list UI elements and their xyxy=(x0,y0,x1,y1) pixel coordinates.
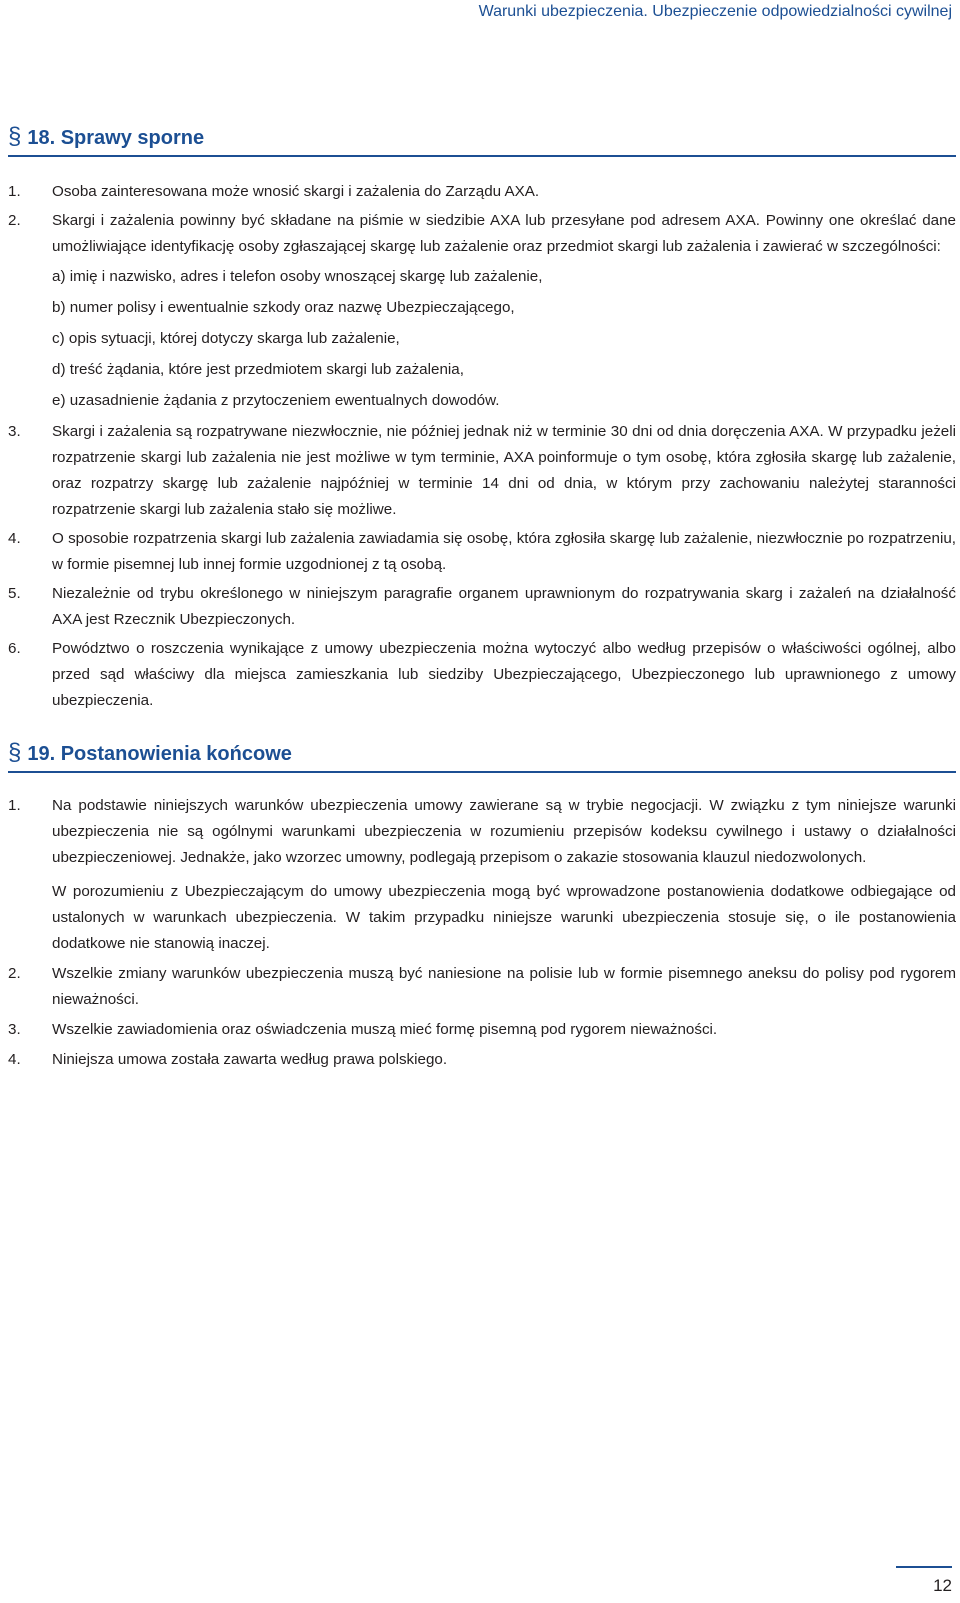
item-text: Na podstawie niniejszych warunków ubezpieczenia umowy zawierane są w trybie negocjacji. W związku z tym niniejsze warunki ubezpieczenia nie są ogólnymi warunkami ubezpieczenia w rozumieniu przepisów kodeksu cywilnego i ustawy o działalności ubezpieczeniowej. Jednakże, jako wzorzec umowny, podlegają przepisom o zakazie stosowania klauzul niedozwolonych. xyxy=(52,797,956,866)
list-item xyxy=(8,793,956,957)
item-number: 6. xyxy=(8,640,21,657)
list-item xyxy=(8,636,956,714)
paragraph-symbol: § xyxy=(8,739,22,766)
item-number: 2. xyxy=(8,965,21,982)
section-19 xyxy=(8,738,956,1073)
item-number: 4. xyxy=(8,530,21,547)
list-item xyxy=(8,179,956,205)
section-title xyxy=(8,122,956,157)
list-item xyxy=(8,208,956,414)
item-text: Osoba zainteresowana może wnosić skargi i zażalenia do Zarządu AXA. xyxy=(52,183,540,200)
list-item xyxy=(8,581,956,633)
item-number: 1. xyxy=(8,183,21,200)
item-number: 2. xyxy=(8,212,21,229)
item-text: Skargi i zażalenia są rozpatrywane niezwłocznie, nie później jednak niż w terminie 30 dni od dnia doręczenia AXA. W przypadku jeżeli rozpatrzenie skargi lub zażalenia nie jest możliwe w tym terminie, AXA poinformuje o tym osobę, która zgłosiła skargę lub zażalenie, oraz rozpatrzy skargę lub zażalenie najpóźniej w terminie 14 dni od dnia, w którym przy zachowaniu należytej staranności rozpatrzenie skargi lub zażalenia stało się możliwe. xyxy=(52,423,956,518)
item-number: 4. xyxy=(8,1051,21,1068)
sub-list-item: e) uzasadnienie żądania z przytoczeniem ewentualnych dowodów. xyxy=(52,392,500,409)
section-list xyxy=(8,179,956,714)
section-heading: 19. Postanowienia końcowe xyxy=(27,743,292,765)
document-body xyxy=(8,122,956,1077)
item-number: 3. xyxy=(8,1021,21,1038)
item-number: 3. xyxy=(8,423,21,440)
section-list xyxy=(8,793,956,1073)
item-text: Niezależnie od trybu określonego w niniejszym paragrafie organem uprawnionym do rozpatrywania skarg i zażaleń na działalność AXA jest Rzecznik Ubezpieczonych. xyxy=(52,585,956,628)
list-item xyxy=(8,1047,956,1073)
item-text: Powództwo o roszczenia wynikające z umowy ubezpieczenia można wytoczyć albo według przepisów o właściwości ogólnej, albo przed sąd właściwy dla miejsca zamieszkania lub siedziby Ubezpieczającego, Ubezpieczonego lub uprawnionego z umowy ubezpieczenia. xyxy=(52,640,956,709)
sub-list xyxy=(52,264,956,414)
item-text: Wszelkie zmiany warunków ubezpieczenia muszą być naniesione na polisie lub w formie pisemnego aneksu do polisy pod rygorem nieważności. xyxy=(52,965,956,1008)
list-item xyxy=(8,961,956,1013)
list-item xyxy=(8,526,956,578)
item-text: Skargi i zażalenia powinny być składane na piśmie w siedzibie AXA lub przesyłane pod adresem AXA. Powinny one określać dane umożliwiające identyfikację osoby zgłaszającej skargę lub zażalenie oraz przedmiot skargi lub zażalenia i zawierać w szczególności: xyxy=(52,212,956,255)
sub-list-item: d) treść żądania, które jest przedmiotem skargi lub zażalenia, xyxy=(52,361,464,378)
item-number: 5. xyxy=(8,585,21,602)
paragraph-symbol: § xyxy=(8,123,22,150)
item-text: Wszelkie zawiadomienia oraz oświadczenia muszą mieć formę pisemną pod rygorem nieważności. xyxy=(52,1021,718,1038)
item-number: 1. xyxy=(8,797,21,814)
section-heading: 18. Sprawy sporne xyxy=(27,127,205,149)
sub-list-item: c) opis sytuacji, której dotyczy skarga lub zażalenie, xyxy=(52,330,400,347)
section-18 xyxy=(8,122,956,714)
sub-list-item: a) imię i nazwisko, adres i telefon osoby wnoszącej skargę lub zażalenie, xyxy=(52,268,543,285)
page-number: 12 xyxy=(896,1566,952,1596)
running-header: Warunki ubezpieczenia. Ubezpieczenie odpowiedzialności cywilnej xyxy=(478,3,952,20)
item-paragraph: W porozumieniu z Ubezpieczającym do umowy ubezpieczenia mogą być wprowadzone postanowienia dodatkowe odbiegające od ustalonych w warunkach ubezpieczenia. W takim przypadku niniejsze warunki ubezpieczenia stosuje się, o ile postanowienia dodatkowe nie stanowią inaczej. xyxy=(52,883,956,952)
sub-list-item: b) numer polisy i ewentualnie szkody oraz nazwę Ubezpieczającego, xyxy=(52,299,515,316)
list-item xyxy=(8,1017,956,1043)
item-text: O sposobie rozpatrzenia skargi lub zażalenia zawiadamia się osobę, która zgłosiła skargę lub zażalenie, niezwłocznie po rozpatrzeniu, w formie pisemnej lub innej formie uzgodnionej z tą osobą. xyxy=(52,530,956,573)
list-item xyxy=(8,419,956,523)
item-text: Niniejsza umowa została zawarta według prawa polskiego. xyxy=(52,1051,448,1068)
section-title xyxy=(8,738,956,773)
